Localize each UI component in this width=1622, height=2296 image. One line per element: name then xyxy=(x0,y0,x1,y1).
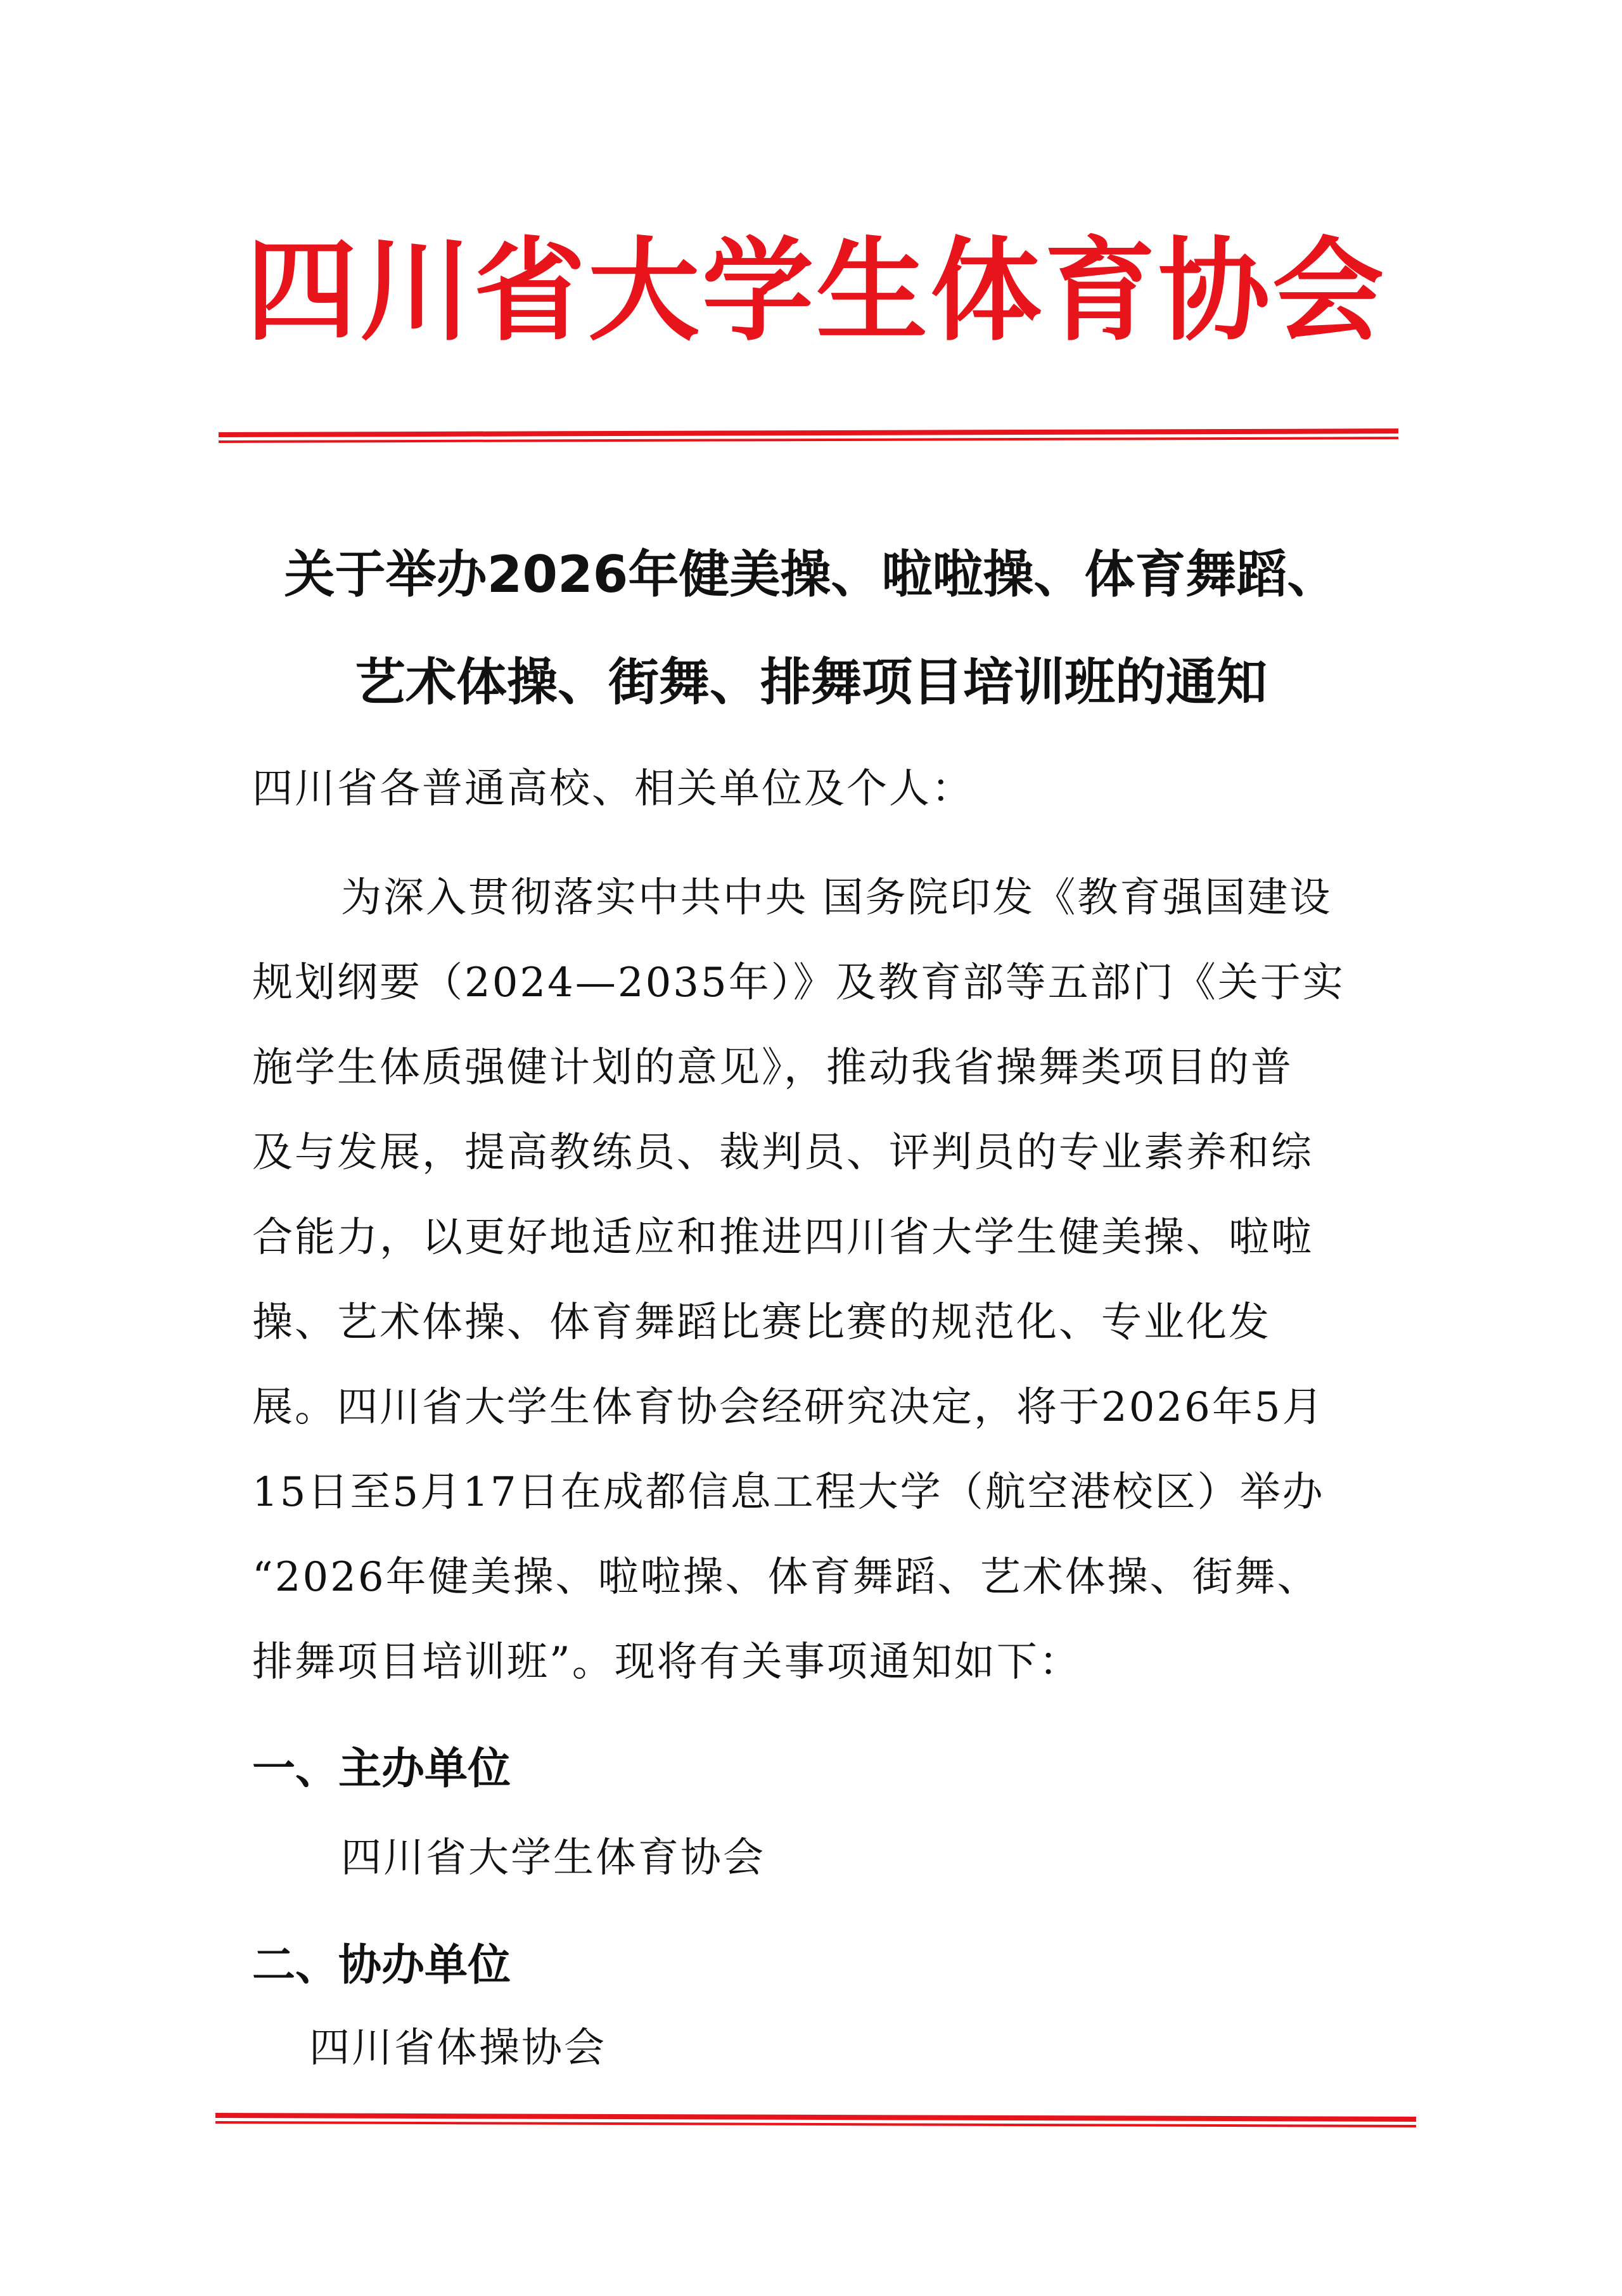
body-line: 为深入贯彻落实中共中央 国务院印发《教育强国建设 xyxy=(341,875,1332,921)
body-line: 展。四川省大学生体育协会经研究决定，将于2026年5月 xyxy=(252,1384,1325,1431)
divider-thick-line xyxy=(219,428,1398,437)
org-header-title: 四川省大学生体育协会 xyxy=(246,226,1387,356)
section-heading-organizer: 一、主办单位 xyxy=(252,1744,511,1794)
salutation: 四川省各普通高校、相关单位及个人： xyxy=(252,766,974,812)
divider-thick-line xyxy=(215,2113,1416,2122)
notice-title-line-1: 关于举办2026年健美操、啦啦操、体育舞蹈、 xyxy=(284,545,1338,604)
body-line: 合能力，以更好地适应和推进四川省大学生健美操、啦啦 xyxy=(252,1214,1313,1261)
body-line: 规划纲要（2024—2035年）》及教育部等五部门《关于实 xyxy=(252,959,1345,1006)
section-content-organizer: 四川省大学生体育协会 xyxy=(341,1835,765,1882)
divider-thin-line xyxy=(215,2121,1416,2127)
notice-title-line-2: 艺术体操、街舞、排舞项目培训班的通知 xyxy=(355,653,1267,712)
body-line: 操、艺术体操、体育舞蹈比赛比赛的规范化、专业化发 xyxy=(252,1299,1271,1346)
header-red-divider xyxy=(219,428,1398,444)
body-line: “2026年健美操、啦啦操、体育舞蹈、艺术体操、街舞、 xyxy=(252,1554,1320,1601)
body-line: 施学生体质强健计划的意见》，推动我省操舞类项目的普 xyxy=(252,1044,1293,1091)
divider-thin-line xyxy=(219,437,1398,443)
section-heading-co-organizer: 二、协办单位 xyxy=(252,1940,511,1991)
body-line: 及与发展，提高教练员、裁判员、评判员的专业素养和综 xyxy=(252,1129,1313,1176)
section-content-co-organizer: 四川省体操协会 xyxy=(309,2025,606,2072)
body-line: 15日至5月17日在成都信息工程大学（航空港校区）举办 xyxy=(252,1469,1325,1516)
body-line: 排舞项目培训班”。现将有关事项通知如下： xyxy=(252,1639,1082,1686)
footer-red-divider xyxy=(215,2113,1416,2128)
